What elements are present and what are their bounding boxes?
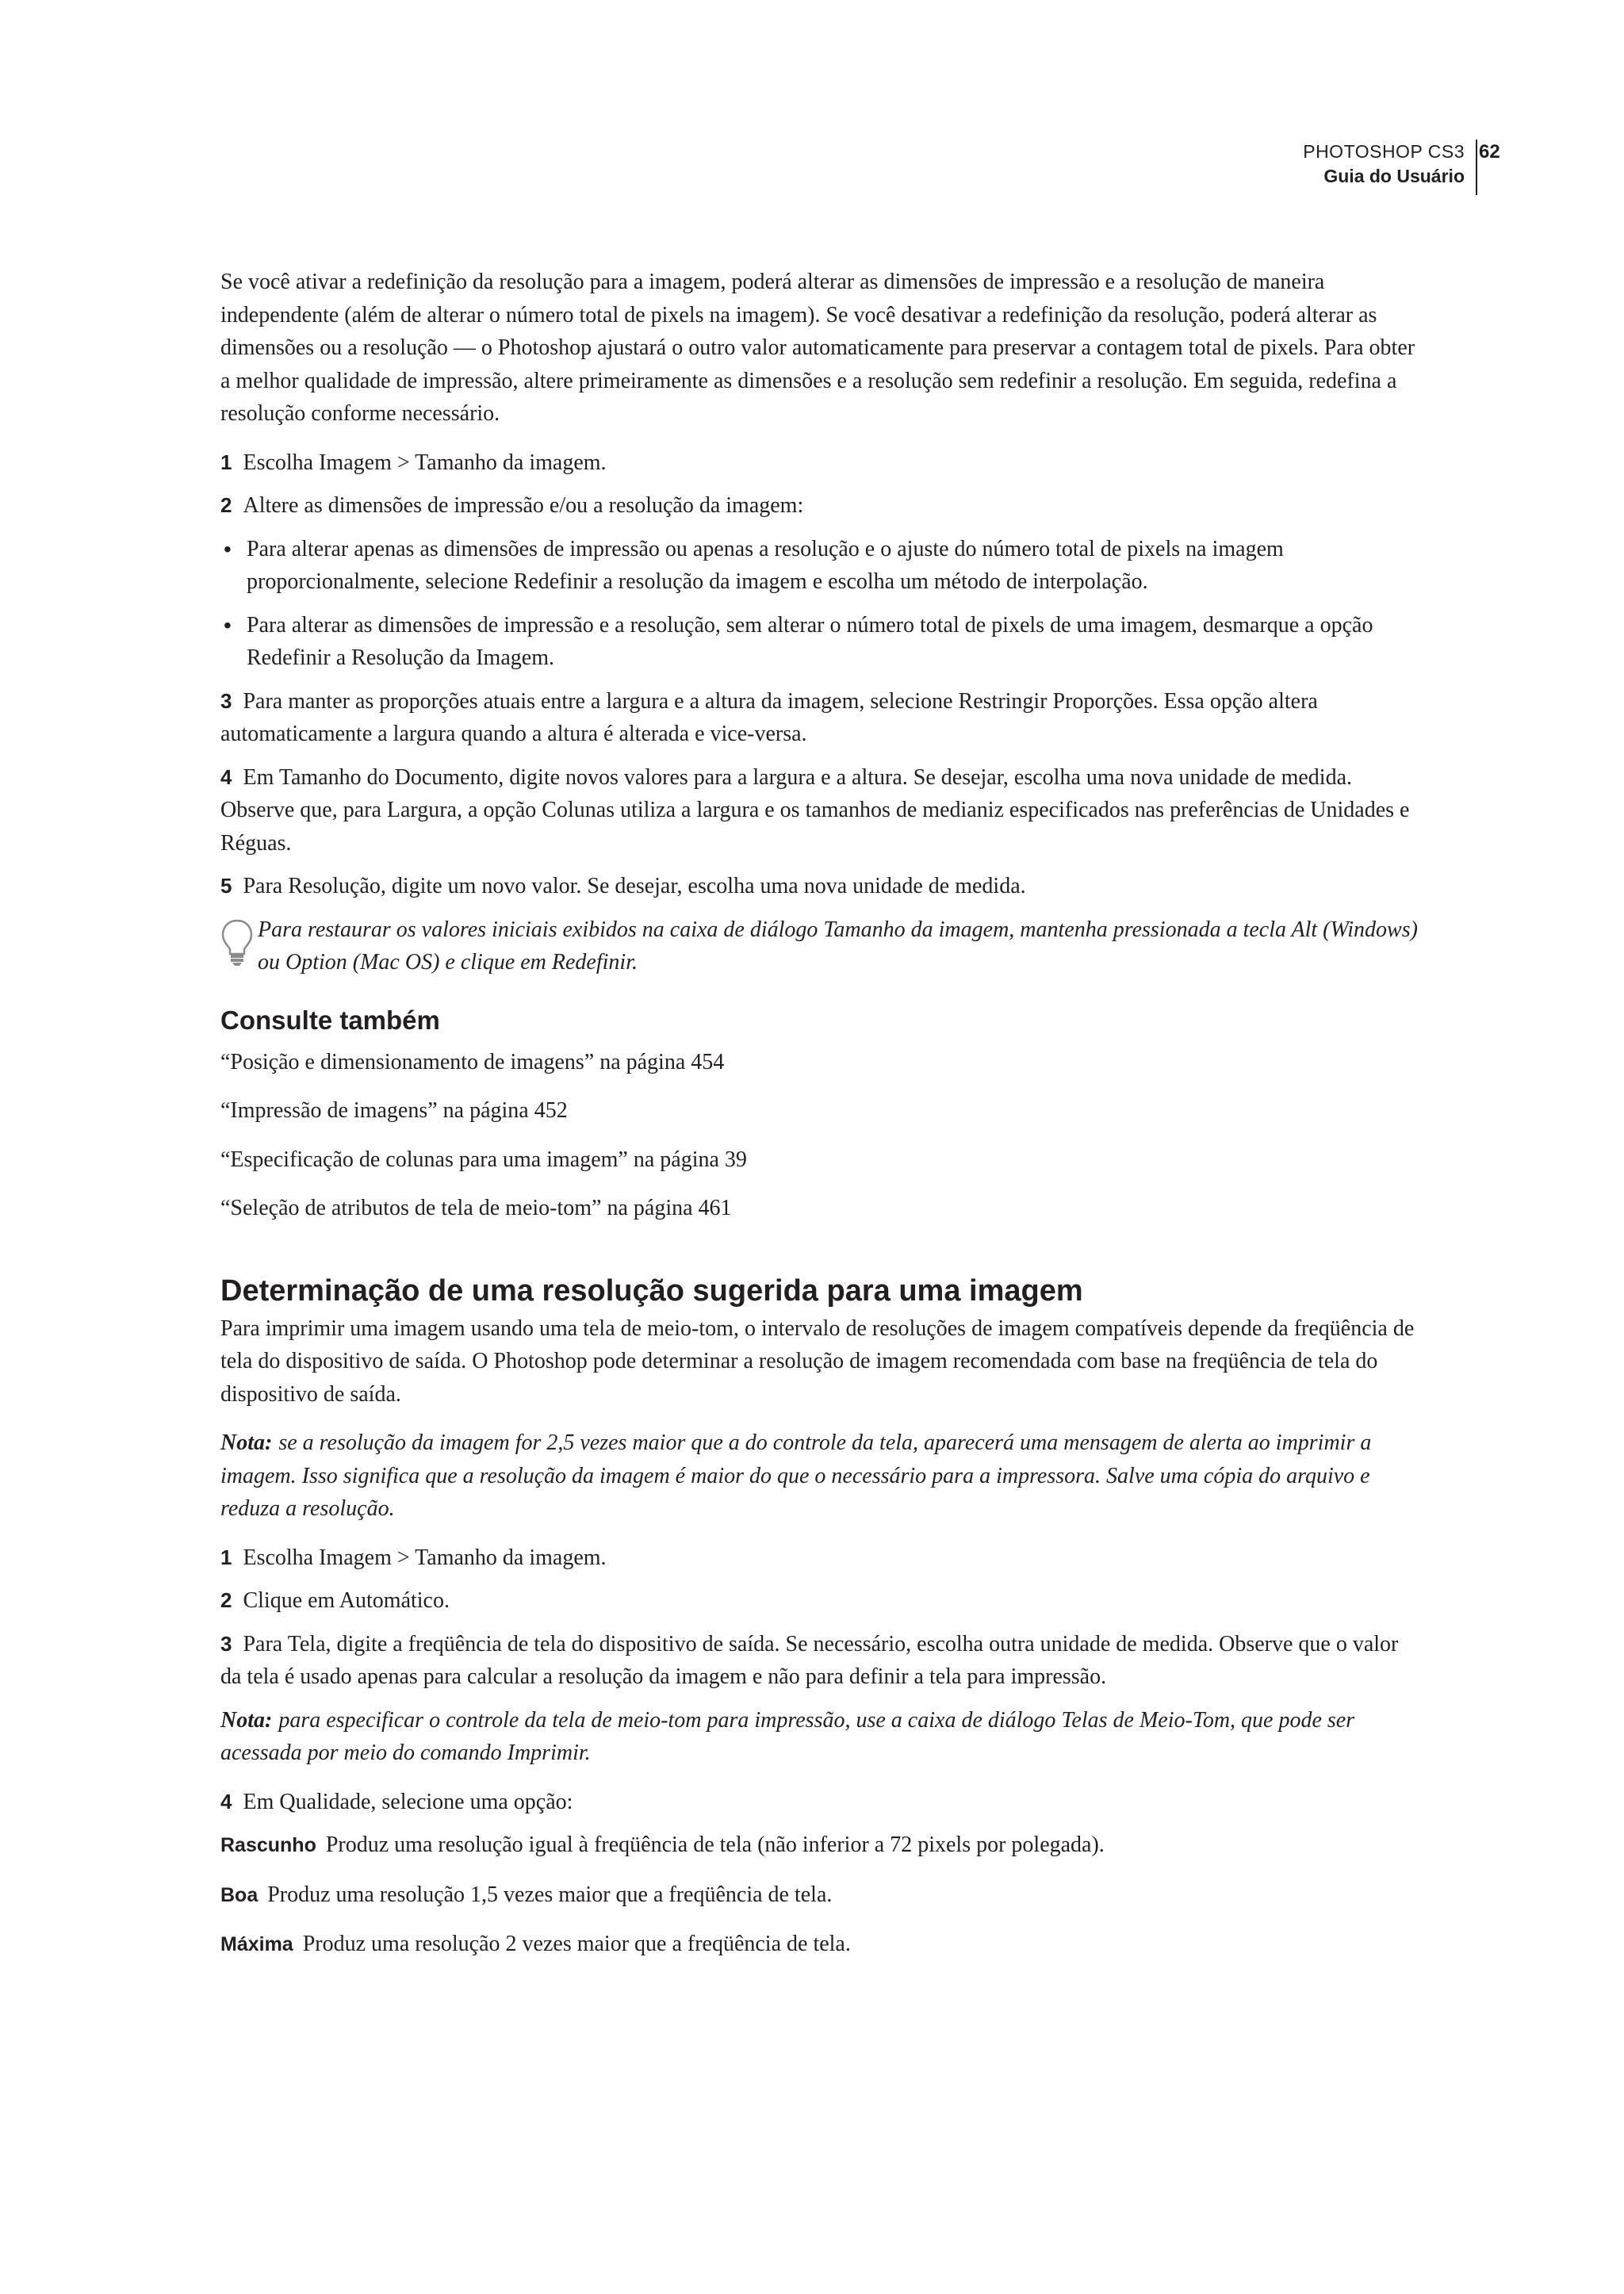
step [220, 489, 1418, 523]
definition-term: Máxima [220, 1933, 293, 1955]
step-text: Clique em Automático. [243, 1588, 450, 1613]
definition-text: Produz uma resolução 1,5 vezes maior que a freqüência de tela. [267, 1882, 833, 1907]
definition-item [220, 1928, 1418, 1962]
tip-text: Para restaurar os valores iniciais exibidos na caixa de diálogo Tamanho da imagem, mantenha pressionada a tecla Alt (Windows) ou Option (Mac OS) e clique em Redefinir. [258, 917, 1418, 975]
definition-item [220, 1878, 1418, 1913]
step-number: 2 [220, 493, 232, 517]
note [220, 1704, 1418, 1770]
step-number: 1 [220, 450, 232, 474]
running-header [1238, 140, 1500, 195]
section-intro: Para imprimir uma imagem usando uma tela de meio-tom, o intervalo de resoluções de imagem compatíveis depende da freqüência de tela do dispositivo de saída. O Photoshop pode determinar a resolução de imagem recomendada com base na freqüência de tela do dispositivo de saída. [220, 1316, 1415, 1407]
note [220, 1427, 1418, 1526]
step [220, 1786, 1418, 1819]
step [220, 870, 1418, 903]
step [220, 1541, 1418, 1575]
step [220, 761, 1418, 860]
step-number: 2 [220, 1588, 232, 1612]
step [220, 446, 1418, 480]
bullet-item [220, 533, 1418, 599]
step-text: Altere as dimensões de impressão e/ou a resolução da imagem: [243, 493, 804, 518]
step [220, 1628, 1418, 1694]
definition-term: Rascunho [220, 1834, 316, 1856]
step-text: Para Resolução, digite um novo valor. Se desejar, escolha uma nova unidade de medida. [243, 874, 1026, 898]
cross-reference-link[interactable]: “Impressão de imagens” na página 452 [220, 1098, 568, 1123]
definition-term: Boa [220, 1883, 259, 1906]
header-title-block [1227, 140, 1477, 195]
step-number: 4 [220, 1789, 232, 1813]
step-text: Em Tamanho do Documento, digite novos valores para a largura e a altura. Se desejar, escolha uma nova unidade de medida. Observe que, para Largura, a opção Colunas utiliza a largura e os tamanhos de medianiz especificados nas preferências de Unidades e Réguas. [220, 764, 1410, 856]
step [220, 685, 1418, 751]
step-number: 3 [220, 688, 232, 713]
lightbulb-icon [220, 918, 254, 967]
tip [220, 913, 1418, 979]
bullet-text: Para alterar apenas as dimensões de impressão ou apenas a resolução e o ajuste do número total de pixels na imagem proporcionalmente, selecione Redefinir a resolução da imagem e escolha um método de interpolação. [247, 536, 1284, 594]
step-text: Para manter as proporções atuais entre a largura e a altura da imagem, selecione Restringir Proporções. Essa opção altera automaticamente a largura quando a altura é alterada e vice-versa. [220, 688, 1318, 746]
page-number: 62 [1479, 141, 1500, 163]
definition-text: Produz uma resolução 2 vezes maior que a freqüência de tela. [302, 1932, 851, 1956]
intro-paragraph: Se você ativar a redefinição da resolução para a imagem, poderá alterar as dimensões de impressão e a resolução de maneira independente (além de alterar o número total de pixels na imagem). Se você desativar a redefinição da resolução, poderá alterar as dimensões ou a resolução — o Photoshop ajustará o outro valor automaticamente para preservar a contagem total de pixels. Para obter a melhor qualidade de impressão, altere primeiramente as dimensões e a resolução sem redefinir a resolução. Em seguida, redefina a resolução conforme necessário. [220, 270, 1415, 426]
note-label: Nota: [220, 1707, 273, 1733]
step-number: 5 [220, 874, 232, 898]
note-label: Nota: [220, 1430, 273, 1455]
definition-text: Produz uma resolução igual à freqüência de tela (não inferior a 72 pixels por polegada). [325, 1833, 1105, 1857]
page-body [220, 266, 1418, 1978]
section-heading: Determinação de uma resolução sugerida para uma imagem [220, 1273, 1083, 1308]
step-text: Escolha Imagem > Tamanho da imagem. [243, 450, 607, 475]
cross-reference-link[interactable]: “Especificação de colunas para uma imagem” na página 39 [220, 1147, 747, 1172]
bullet-icon: • [224, 612, 232, 638]
step-number: 3 [220, 1631, 232, 1656]
header-product: PHOTOSHOP CS3 [1303, 141, 1465, 162]
see-also-heading: Consulte também [220, 1005, 440, 1035]
cross-reference-link[interactable]: “Seleção de atributos de tela de meio-tom” na página 461 [220, 1196, 732, 1220]
bullet-text: Para alterar as dimensões de impressão e a resolução, sem alterar o número total de pixels de uma imagem, desmarque a opção Redefinir a Resolução da Imagem. [247, 612, 1373, 670]
step [220, 1584, 1418, 1618]
step-number: 4 [220, 764, 232, 789]
bullet-icon: • [224, 536, 232, 561]
note-text: para especificar o controle da tela de meio-tom para impressão, use a caixa de diálogo Telas de Meio-Tom, que pode ser acessada por meio do comando Imprimir. [220, 1707, 1355, 1765]
bullet-item [220, 609, 1418, 675]
step-text: Em Qualidade, selecione uma opção: [243, 1789, 573, 1814]
header-guide: Guia do Usuário [1323, 166, 1465, 186]
definition-item [220, 1829, 1418, 1863]
cross-reference-link[interactable]: “Posição e dimensionamento de imagens” na página 454 [220, 1049, 725, 1074]
step-text: Escolha Imagem > Tamanho da imagem. [243, 1545, 607, 1570]
note-text: se a resolução da imagem for 2,5 vezes maior que a do controle da tela, aparecerá uma mensagem de alerta ao imprimir a imagem. Isso significa que a resolução da imagem é maior do que o necessário para a impressora. Salve uma cópia do arquivo e reduza a resolução. [220, 1430, 1372, 1521]
step-number: 1 [220, 1545, 232, 1569]
step-text: Para Tela, digite a freqüência de tela do dispositivo de saída. Se necessário, escolha outra unidade de medida. Observe que o valor da tela é usado apenas para calcular a resolução da imagem e não para definir a tela para impressão. [220, 1631, 1399, 1689]
